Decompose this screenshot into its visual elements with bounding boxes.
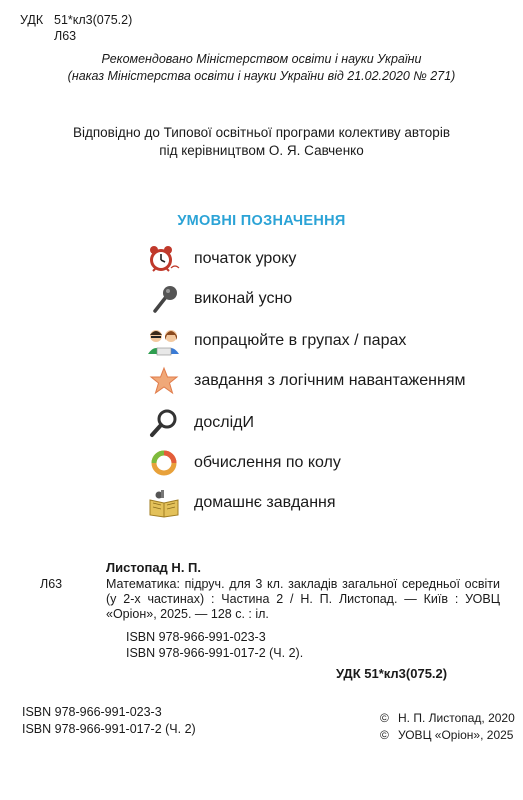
- circle-ring-icon: [146, 448, 182, 478]
- open-book-icon: [146, 488, 182, 518]
- legend-item-logic: [146, 366, 465, 396]
- recommendation-line1: Рекомендовано Міністерством освіти і науки України: [101, 52, 422, 66]
- microphone-icon: [146, 284, 182, 314]
- star-icon: [146, 366, 182, 396]
- legend-label-oral: виконай усно: [194, 290, 293, 307]
- recommendation: [0, 51, 523, 85]
- copyright: [380, 710, 515, 744]
- legend-item-explore: [146, 408, 254, 438]
- recommendation-line2: (наказ Міністерства освіти і науки України від 21.02.2020 № 271): [67, 69, 456, 83]
- legend-label-logic: завдання з логічним навантаженням: [194, 372, 466, 389]
- alarm-clock-icon: [146, 244, 182, 274]
- legend-item-lesson-start: [146, 244, 296, 274]
- isbn-footer-2: ISBN 978-966-991-017-2 (Ч. 2): [22, 722, 196, 736]
- program-line1: Відповідно до Типової освітньої програми колективу авторів: [72, 125, 450, 140]
- udk-index: Л63: [54, 29, 77, 43]
- legend-title: УМОВНІ ПОЗНАЧЕННЯ: [177, 213, 346, 229]
- isbn-footer: [22, 704, 196, 738]
- copyright-line1: Н. П. Листопад, 2020: [398, 711, 515, 725]
- legend-item-oral: [146, 284, 292, 314]
- bib-isbn: [126, 629, 500, 661]
- bib-description: Математика: підруч. для 3 кл. закладів загальної середньої освіти (у 2-х частинах) : Частина 2 / Н. П. Листопад. — Київ : УОВЦ «Оріон», 2025. — 128 с. : іл.: [106, 577, 500, 621]
- two-children-icon: [146, 326, 182, 356]
- legend-label-circle: обчислення по колу: [194, 454, 341, 471]
- legend-item-groups: [146, 326, 406, 356]
- program-line2: під керівництвом О. Я. Савченко: [159, 143, 364, 158]
- bib-isbn-1: ISBN 978-966-991-023-3: [126, 630, 266, 644]
- legend-label-lesson-start: початок уроку: [194, 250, 297, 267]
- udk-footer: УДК 51*кл3(075.2): [336, 666, 448, 681]
- udk-label: УДК: [20, 13, 44, 27]
- copyright-symbol: ©: [380, 728, 389, 742]
- legend-label-groups: попрацюйте в групах / парах: [194, 332, 407, 349]
- udk-code: 51*кл3(075.2): [54, 13, 133, 27]
- copyright-line2: УОВЦ «Оріон», 2025: [398, 728, 514, 742]
- legend-label-homework: домашнє завдання: [194, 494, 336, 511]
- author: Листопад Н. П.: [106, 560, 201, 575]
- copyright-symbol: ©: [380, 711, 389, 725]
- bib-index: Л63: [40, 577, 63, 591]
- udk-header: [20, 12, 132, 44]
- legend-label-explore: дослідИ: [194, 414, 254, 431]
- legend-item-circle: [146, 448, 341, 478]
- program-note: [0, 124, 523, 160]
- legend-item-homework: [146, 488, 336, 518]
- bib-isbn-2: ISBN 978-966-991-017-2 (Ч. 2).: [126, 646, 304, 660]
- isbn-footer-1: ISBN 978-966-991-023-3: [22, 705, 162, 719]
- magnifier-icon: [146, 408, 182, 438]
- bibliographic-entry: [40, 560, 500, 661]
